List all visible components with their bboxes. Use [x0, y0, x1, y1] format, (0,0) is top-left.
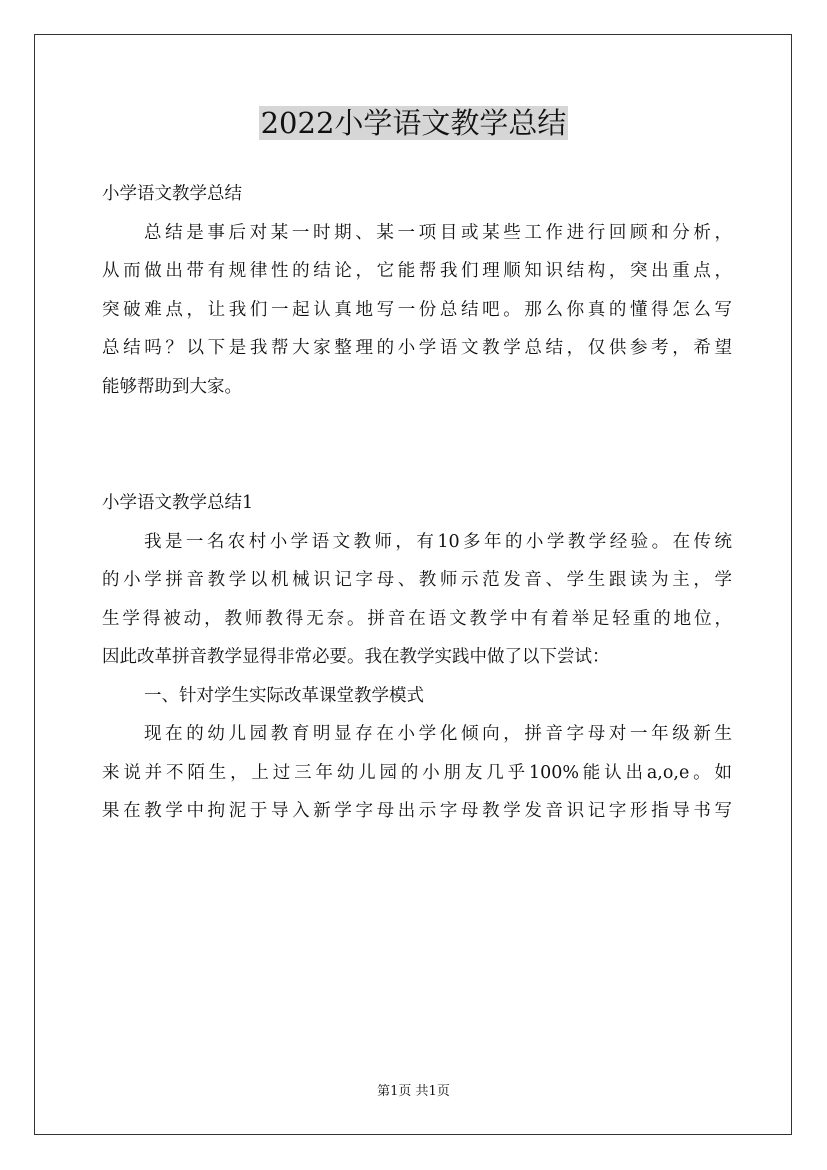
section1-para1-line: 的小学拼音教学以机械识记字母、教师示范发音、学生跟读为主，学 — [102, 570, 732, 590]
intro-heading: 小学语文教学总结 — [102, 184, 242, 204]
intro-line: 突破难点，让我们一起认真地写一份总结吧。那么你真的懂得怎么写 — [102, 299, 732, 320]
section1-para2-line: 果在教学中拘泥于导入新学字母出示字母教学发音识记字形指导书写 — [102, 801, 732, 821]
page-footer: 第1页 共1页 — [377, 1084, 450, 1099]
section1-para2-line: 来说并不陌生，上过三年幼儿园的小朋友几乎100%能认出a,o,e。如 — [102, 762, 732, 783]
intro-line: 总结是事后对某一时期、某一项目或某些工作进行回顾和分析， — [144, 222, 732, 243]
intro-line: 总结吗？以下是我帮大家整理的小学语文教学总结，仅供参考，希望 — [102, 338, 732, 358]
document-body — [102, 175, 732, 831]
section1-para1-line: 因此改革拼音教学显得非常必要。我在教学实践中做了以下尝试： — [102, 647, 610, 667]
section1-para1-line: 生学得被动，教师教得无奈。拼音在语文教学中有着举足轻重的地位， — [102, 608, 732, 629]
paragraph-gap — [102, 406, 732, 445]
paragraph-gap — [102, 445, 732, 484]
subheading-1: 一、针对学生实际改革课堂教学模式 — [144, 685, 424, 706]
intro-line: 能够帮助到大家。 — [102, 376, 242, 397]
intro-line: 从而做出带有规律性的结论，它能帮我们理顺知识结构，突出重点， — [102, 261, 732, 281]
section1-heading: 小学语文教学总结1 — [102, 493, 254, 513]
section1-para1-line: 我是一名农村小学语文教师，有10多年的小学教学经验。在传统 — [144, 531, 732, 552]
section1-para2-line: 现在的幼儿园教育明显存在小学化倾向，拼音字母对一年级新生 — [144, 724, 732, 744]
document-title — [0, 100, 827, 146]
document-title-text: 2022小学语文教学总结 — [260, 106, 567, 140]
